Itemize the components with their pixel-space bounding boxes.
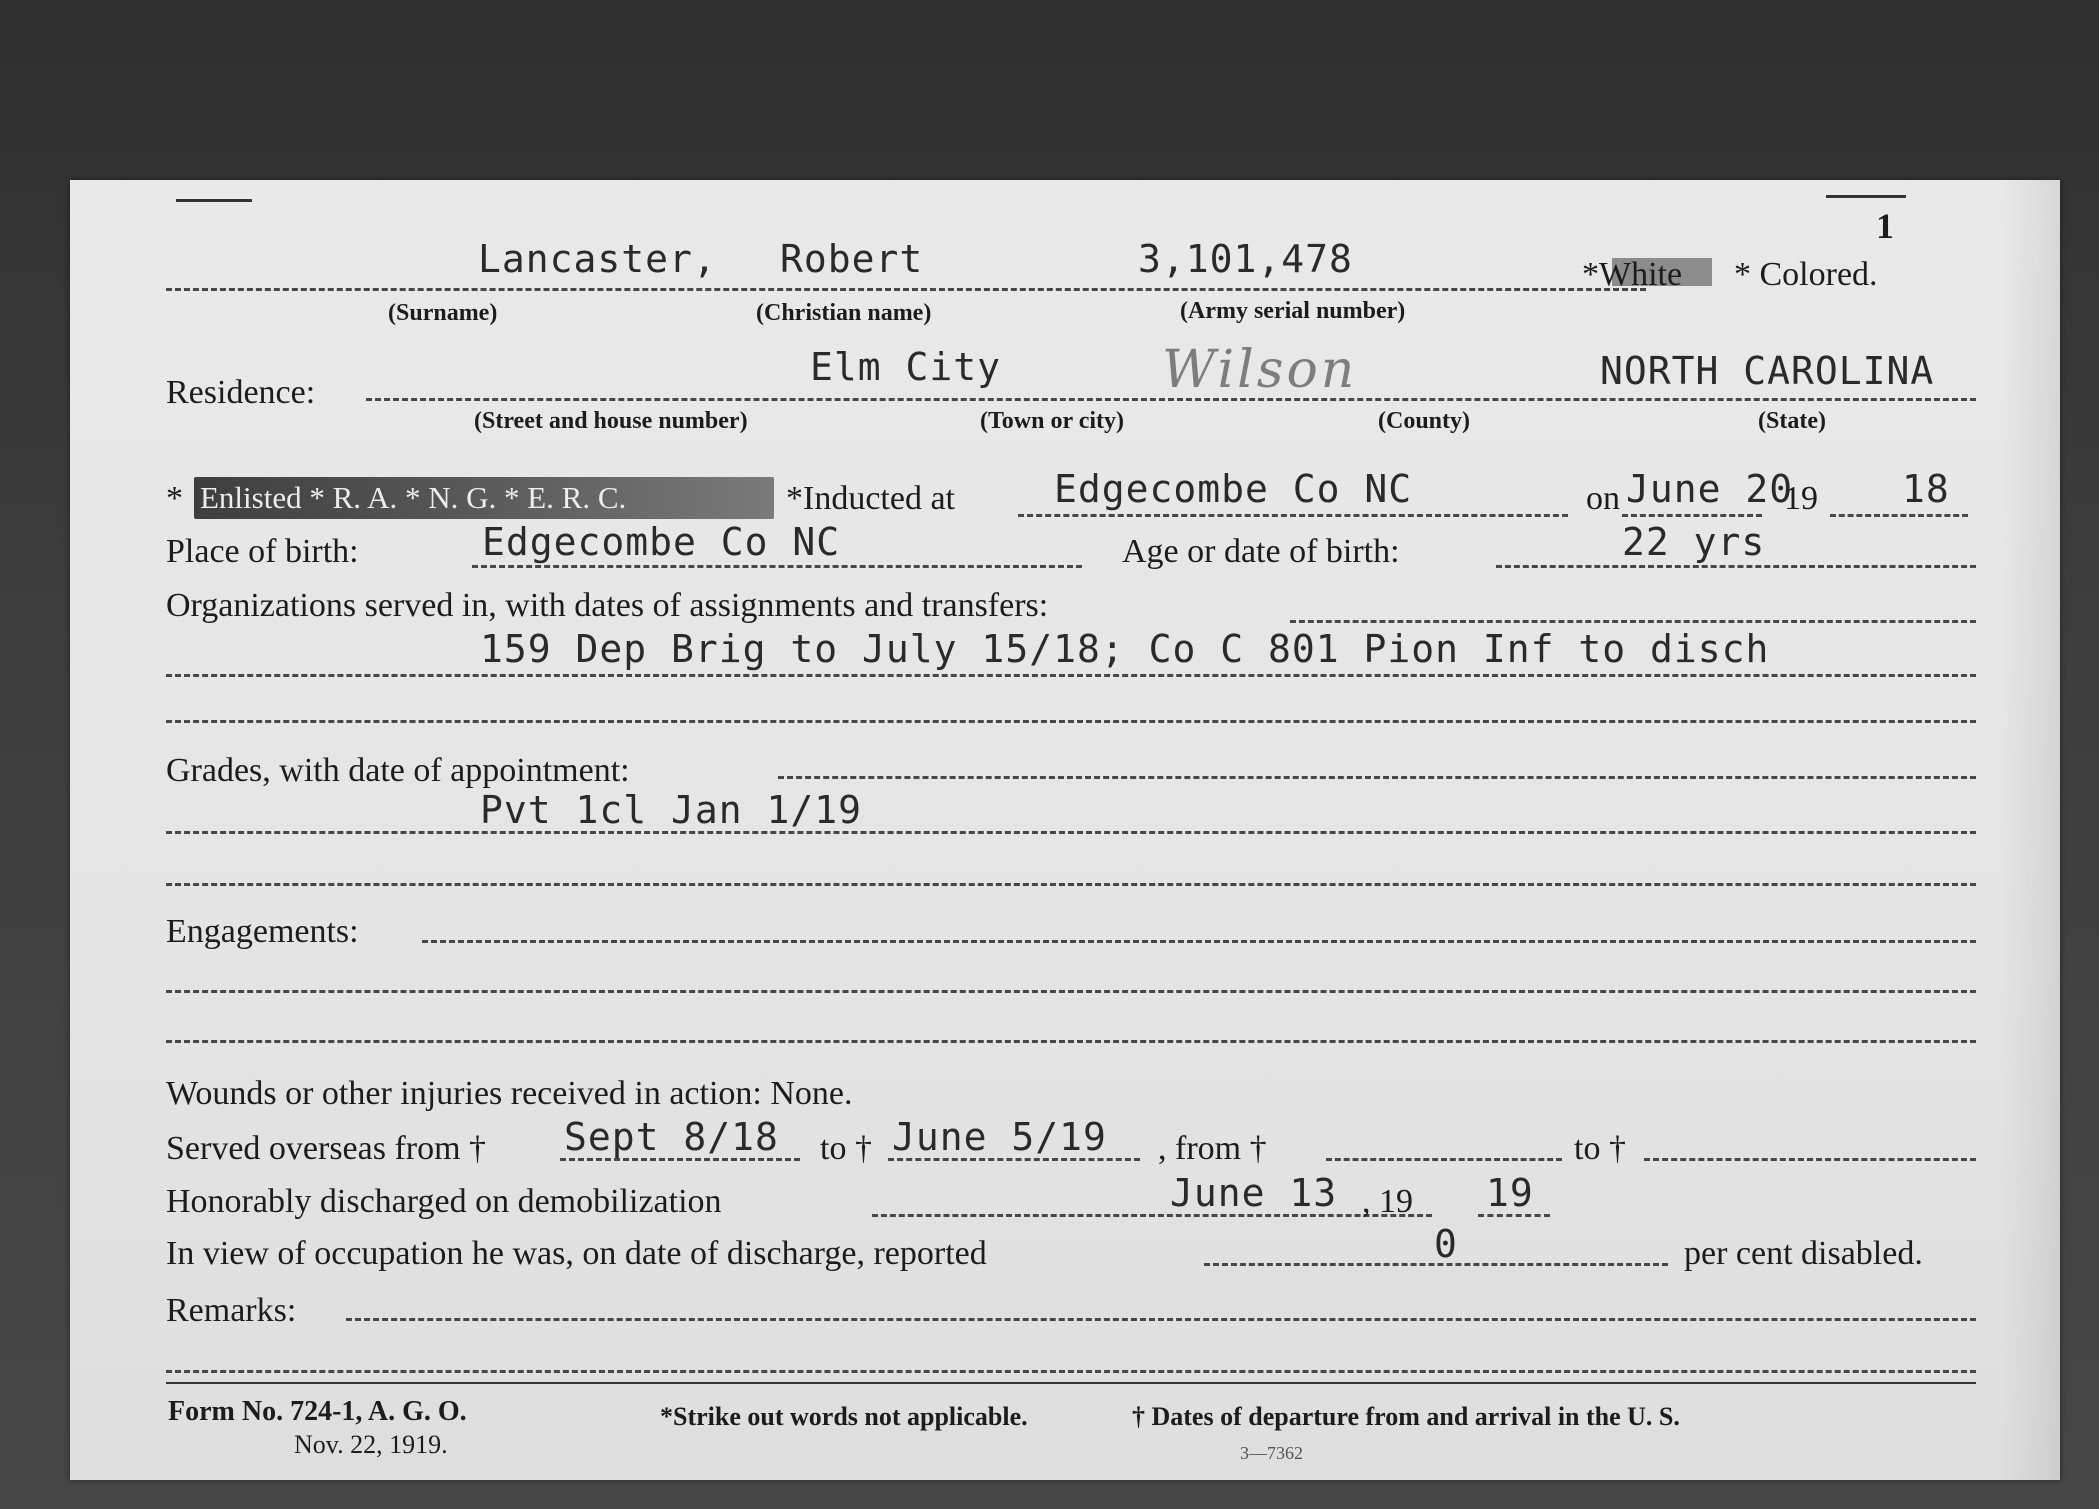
remarks-line-2 (166, 1370, 1976, 1373)
top-left-rule (176, 199, 252, 202)
discharge-date-line (872, 1214, 1432, 1217)
engagements-line-2 (166, 990, 1976, 993)
engagements-label: Engagements: (166, 913, 359, 950)
inducted-at-label: *Inducted at (786, 480, 955, 517)
organizations-line-1 (166, 674, 1976, 677)
induction-year-prefix: 19 (1784, 480, 1818, 517)
surname-value: Lancaster, (478, 237, 717, 281)
grades-label: Grades, with date of appointment: (166, 752, 630, 789)
dates-note: † Dates of departure from and arrival in the U. S. (1132, 1402, 1680, 1431)
place-of-birth-label: Place of birth: (166, 533, 359, 570)
overseas-from2-line (1326, 1158, 1562, 1161)
overseas-to2-line (1644, 1158, 1976, 1161)
disability-value: 0 (1434, 1222, 1458, 1266)
county-value: Wilson (1162, 340, 1358, 400)
overseas-to-label: to † (820, 1130, 872, 1167)
race-white-label: *White (1582, 256, 1683, 293)
form-number: Form No. 724-1, A. G. O. (168, 1396, 467, 1427)
card-edge-shadow (2000, 180, 2060, 1480)
street-caption: (Street and house number) (474, 408, 748, 434)
name-line (166, 288, 1646, 291)
enlisted-options: Enlisted * R. A. * N. G. * E. R. C. (200, 480, 627, 515)
organizations-value: 159 Dep Brig to July 15/18; Co C 801 Pion Inf to disch (480, 627, 1770, 671)
county-caption: (County) (1378, 408, 1471, 434)
organizations-label-line (1290, 620, 1976, 623)
state-value: NORTH CAROLINA (1600, 349, 1935, 393)
race-colored-label: * Colored. (1734, 256, 1878, 293)
place-of-birth-line (472, 565, 1082, 568)
grades-line-1 (166, 831, 1976, 834)
enlisted-asterisk: * (166, 480, 183, 517)
top-right-rule (1826, 195, 1906, 198)
age-value: 22 yrs (1622, 520, 1766, 564)
grades-value: Pvt 1cl Jan 1/19 (480, 788, 863, 832)
residence-label: Residence: (166, 374, 316, 411)
inducted-at-line (1018, 514, 1568, 517)
induction-year-line (1830, 514, 1968, 517)
surname-caption: (Surname) (388, 300, 498, 326)
organizations-label: Organizations served in, with dates of assignments and transfers: (166, 587, 1049, 624)
overseas-to-value: June 5/19 (892, 1115, 1107, 1159)
remarks-label: Remarks: (166, 1292, 297, 1329)
disability-line (1204, 1263, 1668, 1266)
organizations-line-2 (166, 720, 1976, 723)
discharge-label: Honorably discharged on demobilization (166, 1183, 722, 1220)
inducted-at-value: Edgecombe Co NC (1054, 467, 1413, 511)
state-caption: (State) (1758, 408, 1826, 434)
overseas-to-line (888, 1158, 1140, 1161)
discharge-date-value: June 13 (1170, 1171, 1338, 1215)
discharge-year-value: 19 (1486, 1171, 1534, 1215)
footer-rule (166, 1382, 1976, 1384)
christian-name-caption: (Christian name) (756, 300, 932, 326)
overseas-to2-label: to † (1574, 1130, 1626, 1167)
age-label: Age or date of birth: (1122, 533, 1400, 570)
engagements-line-1 (422, 940, 1976, 943)
strike-out-note: *Strike out words not applicable. (660, 1402, 1028, 1431)
grades-label-line (778, 776, 1976, 779)
on-label: on (1586, 480, 1620, 517)
town-value: Elm City (810, 345, 1002, 389)
place-of-birth-value: Edgecombe Co NC (482, 520, 841, 564)
serial-number-value: 3,101,478 (1138, 237, 1353, 281)
form-date: Nov. 22, 1919. (294, 1430, 448, 1459)
grades-line-2 (166, 883, 1976, 886)
age-line (1496, 565, 1976, 568)
print-code: 3—7362 (1240, 1443, 1303, 1463)
engagements-line-3 (166, 1040, 1976, 1043)
service-record-card (70, 180, 2060, 1480)
induction-year-value: 18 (1902, 467, 1950, 511)
remarks-line-1 (346, 1318, 1976, 1321)
overseas-from-value: Sept 8/18 (564, 1115, 779, 1159)
card-number: 1 (1876, 206, 1894, 246)
overseas-label: Served overseas from † (166, 1130, 487, 1167)
overseas-from2-label: , from † (1158, 1130, 1267, 1167)
wounds-label: Wounds or other injuries received in action: None. (166, 1075, 853, 1112)
induction-date-line (1622, 514, 1762, 517)
town-caption: (Town or city) (980, 408, 1124, 434)
disability-label: In view of occupation he was, on date of discharge, reported (166, 1235, 987, 1272)
disability-suffix: per cent disabled. (1684, 1235, 1923, 1272)
discharge-year-line (1478, 1214, 1550, 1217)
induction-date-value: June 20 (1626, 467, 1794, 511)
discharge-year-prefix: , 19 (1362, 1183, 1413, 1220)
serial-number-caption: (Army serial number) (1180, 298, 1406, 324)
christian-name-value: Robert (780, 237, 924, 281)
residence-line (366, 398, 1976, 401)
overseas-from-line (560, 1158, 800, 1161)
